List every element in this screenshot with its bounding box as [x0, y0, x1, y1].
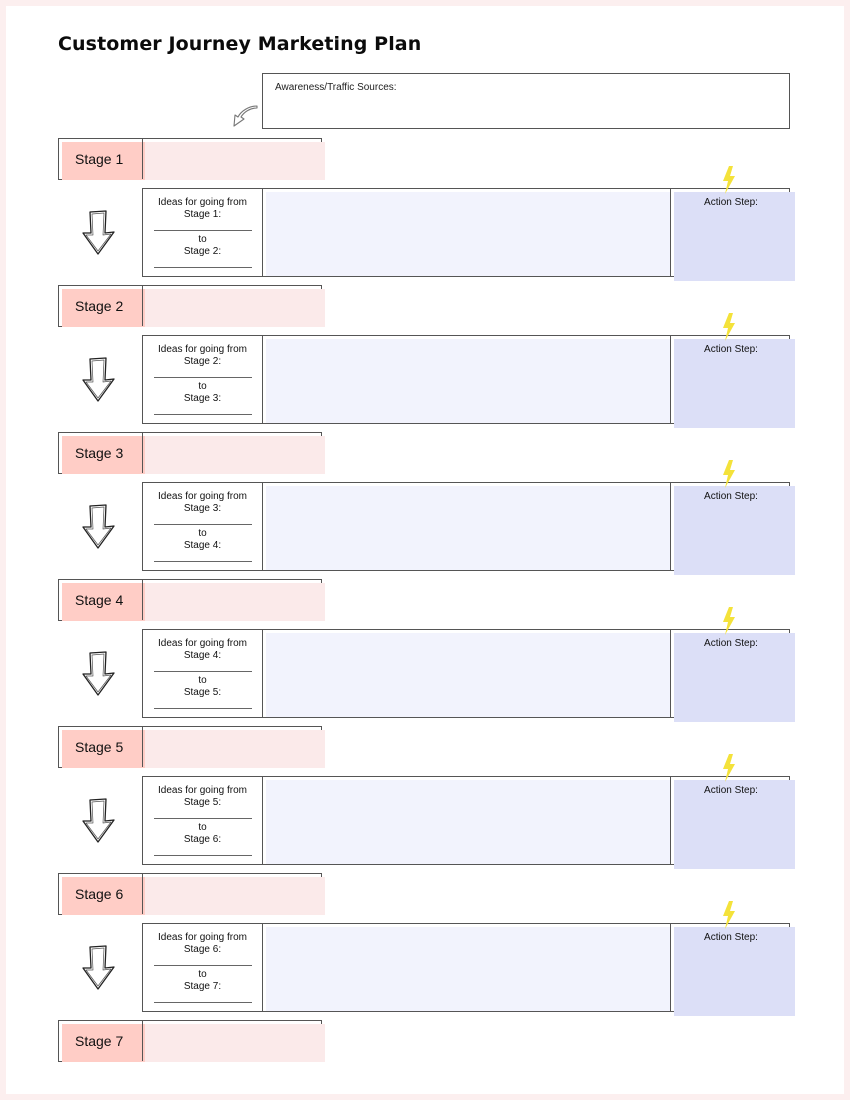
action-step-label: Action Step: [704, 638, 758, 649]
lightning-bolt-icon [720, 606, 738, 636]
lightning-bolt-icon [720, 900, 738, 930]
fill-in-line[interactable] [154, 515, 252, 525]
down-arrow-icon [80, 944, 118, 992]
ideas-to-word: to [198, 822, 207, 833]
ideas-notes-field[interactable] [266, 780, 671, 864]
ideas-intro: Ideas for going from [158, 344, 247, 355]
column-divider [262, 483, 263, 570]
ideas-intro: Ideas for going from [158, 932, 247, 943]
awareness-box[interactable] [262, 73, 790, 129]
column-divider [262, 777, 263, 864]
stage-label: Stage 2 [75, 298, 124, 314]
ideas-label [143, 638, 262, 712]
action-step-label: Action Step: [704, 932, 758, 943]
ideas-to-stage: Stage 4: [183, 540, 222, 551]
ideas-to-stage: Stage 6: [183, 834, 222, 845]
stage-label: Stage 4 [75, 592, 124, 608]
stage-label: Stage 3 [75, 445, 124, 461]
ideas-from-stage: Stage 2: [183, 356, 222, 367]
ideas-intro: Ideas for going from [158, 197, 247, 208]
page-title: Customer Journey Marketing Plan [58, 33, 422, 55]
fill-in-line[interactable] [154, 368, 252, 378]
ideas-notes-field[interactable] [266, 192, 671, 276]
ideas-from-stage: Stage 4: [183, 650, 222, 661]
ideas-label [143, 785, 262, 859]
transition-box [142, 923, 790, 1012]
ideas-to-word: to [198, 234, 207, 245]
stage-row [58, 432, 322, 474]
stage-name-field[interactable] [145, 436, 325, 474]
column-divider [262, 924, 263, 1011]
action-step-label: Action Step: [704, 344, 758, 355]
stage-divider [142, 727, 143, 767]
fill-in-line[interactable] [154, 552, 252, 562]
stage-divider [142, 1021, 143, 1061]
fill-in-line[interactable] [154, 956, 252, 966]
fill-in-line[interactable] [154, 258, 252, 268]
stage-name-field[interactable] [145, 730, 325, 768]
transition-box [142, 629, 790, 718]
fill-in-line[interactable] [154, 221, 252, 231]
ideas-from-stage: Stage 1: [183, 209, 222, 220]
action-step-label: Action Step: [704, 491, 758, 502]
stage-name-field[interactable] [145, 1024, 325, 1062]
ideas-notes-field[interactable] [266, 927, 671, 1011]
ideas-to-word: to [198, 528, 207, 539]
column-divider [262, 630, 263, 717]
ideas-label [143, 932, 262, 1006]
lightning-bolt-icon [720, 753, 738, 783]
ideas-notes-field[interactable] [266, 633, 671, 717]
curved-arrow-icon [230, 104, 260, 130]
column-divider [262, 336, 263, 423]
ideas-to-word: to [198, 969, 207, 980]
transition-box [142, 776, 790, 865]
ideas-from-stage: Stage 6: [183, 944, 222, 955]
stage-divider [142, 139, 143, 179]
down-arrow-icon [80, 209, 118, 257]
stage-row [58, 1020, 322, 1062]
stage-name-field[interactable] [145, 583, 325, 621]
fill-in-line[interactable] [154, 699, 252, 709]
lightning-bolt-icon [720, 459, 738, 489]
lightning-bolt-icon [720, 165, 738, 195]
stage-row [58, 285, 322, 327]
fill-in-line[interactable] [154, 846, 252, 856]
fill-in-line[interactable] [154, 809, 252, 819]
fill-in-line[interactable] [154, 662, 252, 672]
stage-label: Stage 1 [75, 151, 124, 167]
lightning-bolt-icon [720, 312, 738, 342]
transition-box [142, 188, 790, 277]
stage-row [58, 579, 322, 621]
ideas-label [143, 491, 262, 565]
down-arrow-icon [80, 356, 118, 404]
stage-row [58, 726, 322, 768]
stage-row [58, 873, 322, 915]
ideas-to-word: to [198, 675, 207, 686]
ideas-to-stage: Stage 3: [183, 393, 222, 404]
action-step-label: Action Step: [704, 197, 758, 208]
down-arrow-icon [80, 503, 118, 551]
ideas-to-stage: Stage 2: [183, 246, 222, 257]
stage-label: Stage 5 [75, 739, 124, 755]
ideas-from-stage: Stage 5: [183, 797, 222, 808]
ideas-label [143, 197, 262, 271]
stage-divider [142, 433, 143, 473]
fill-in-line[interactable] [154, 405, 252, 415]
down-arrow-icon [80, 650, 118, 698]
fill-in-line[interactable] [154, 993, 252, 1003]
ideas-intro: Ideas for going from [158, 638, 247, 649]
transition-box [142, 482, 790, 571]
awareness-label: Awareness/Traffic Sources: [275, 82, 397, 93]
stage-divider [142, 874, 143, 914]
stage-label: Stage 6 [75, 886, 124, 902]
stage-name-field[interactable] [145, 289, 325, 327]
stage-name-field[interactable] [145, 142, 325, 180]
ideas-notes-field[interactable] [266, 486, 671, 570]
stage-divider [142, 286, 143, 326]
ideas-intro: Ideas for going from [158, 491, 247, 502]
ideas-label [143, 344, 262, 418]
ideas-intro: Ideas for going from [158, 785, 247, 796]
stage-divider [142, 580, 143, 620]
column-divider [262, 189, 263, 276]
down-arrow-icon [80, 797, 118, 845]
stage-name-field[interactable] [145, 877, 325, 915]
action-step-label: Action Step: [704, 785, 758, 796]
ideas-to-word: to [198, 381, 207, 392]
ideas-to-stage: Stage 5: [183, 687, 222, 698]
stage-label: Stage 7 [75, 1033, 124, 1049]
transition-box [142, 335, 790, 424]
ideas-notes-field[interactable] [266, 339, 671, 423]
ideas-to-stage: Stage 7: [183, 981, 222, 992]
ideas-from-stage: Stage 3: [183, 503, 222, 514]
stage-row [58, 138, 322, 180]
